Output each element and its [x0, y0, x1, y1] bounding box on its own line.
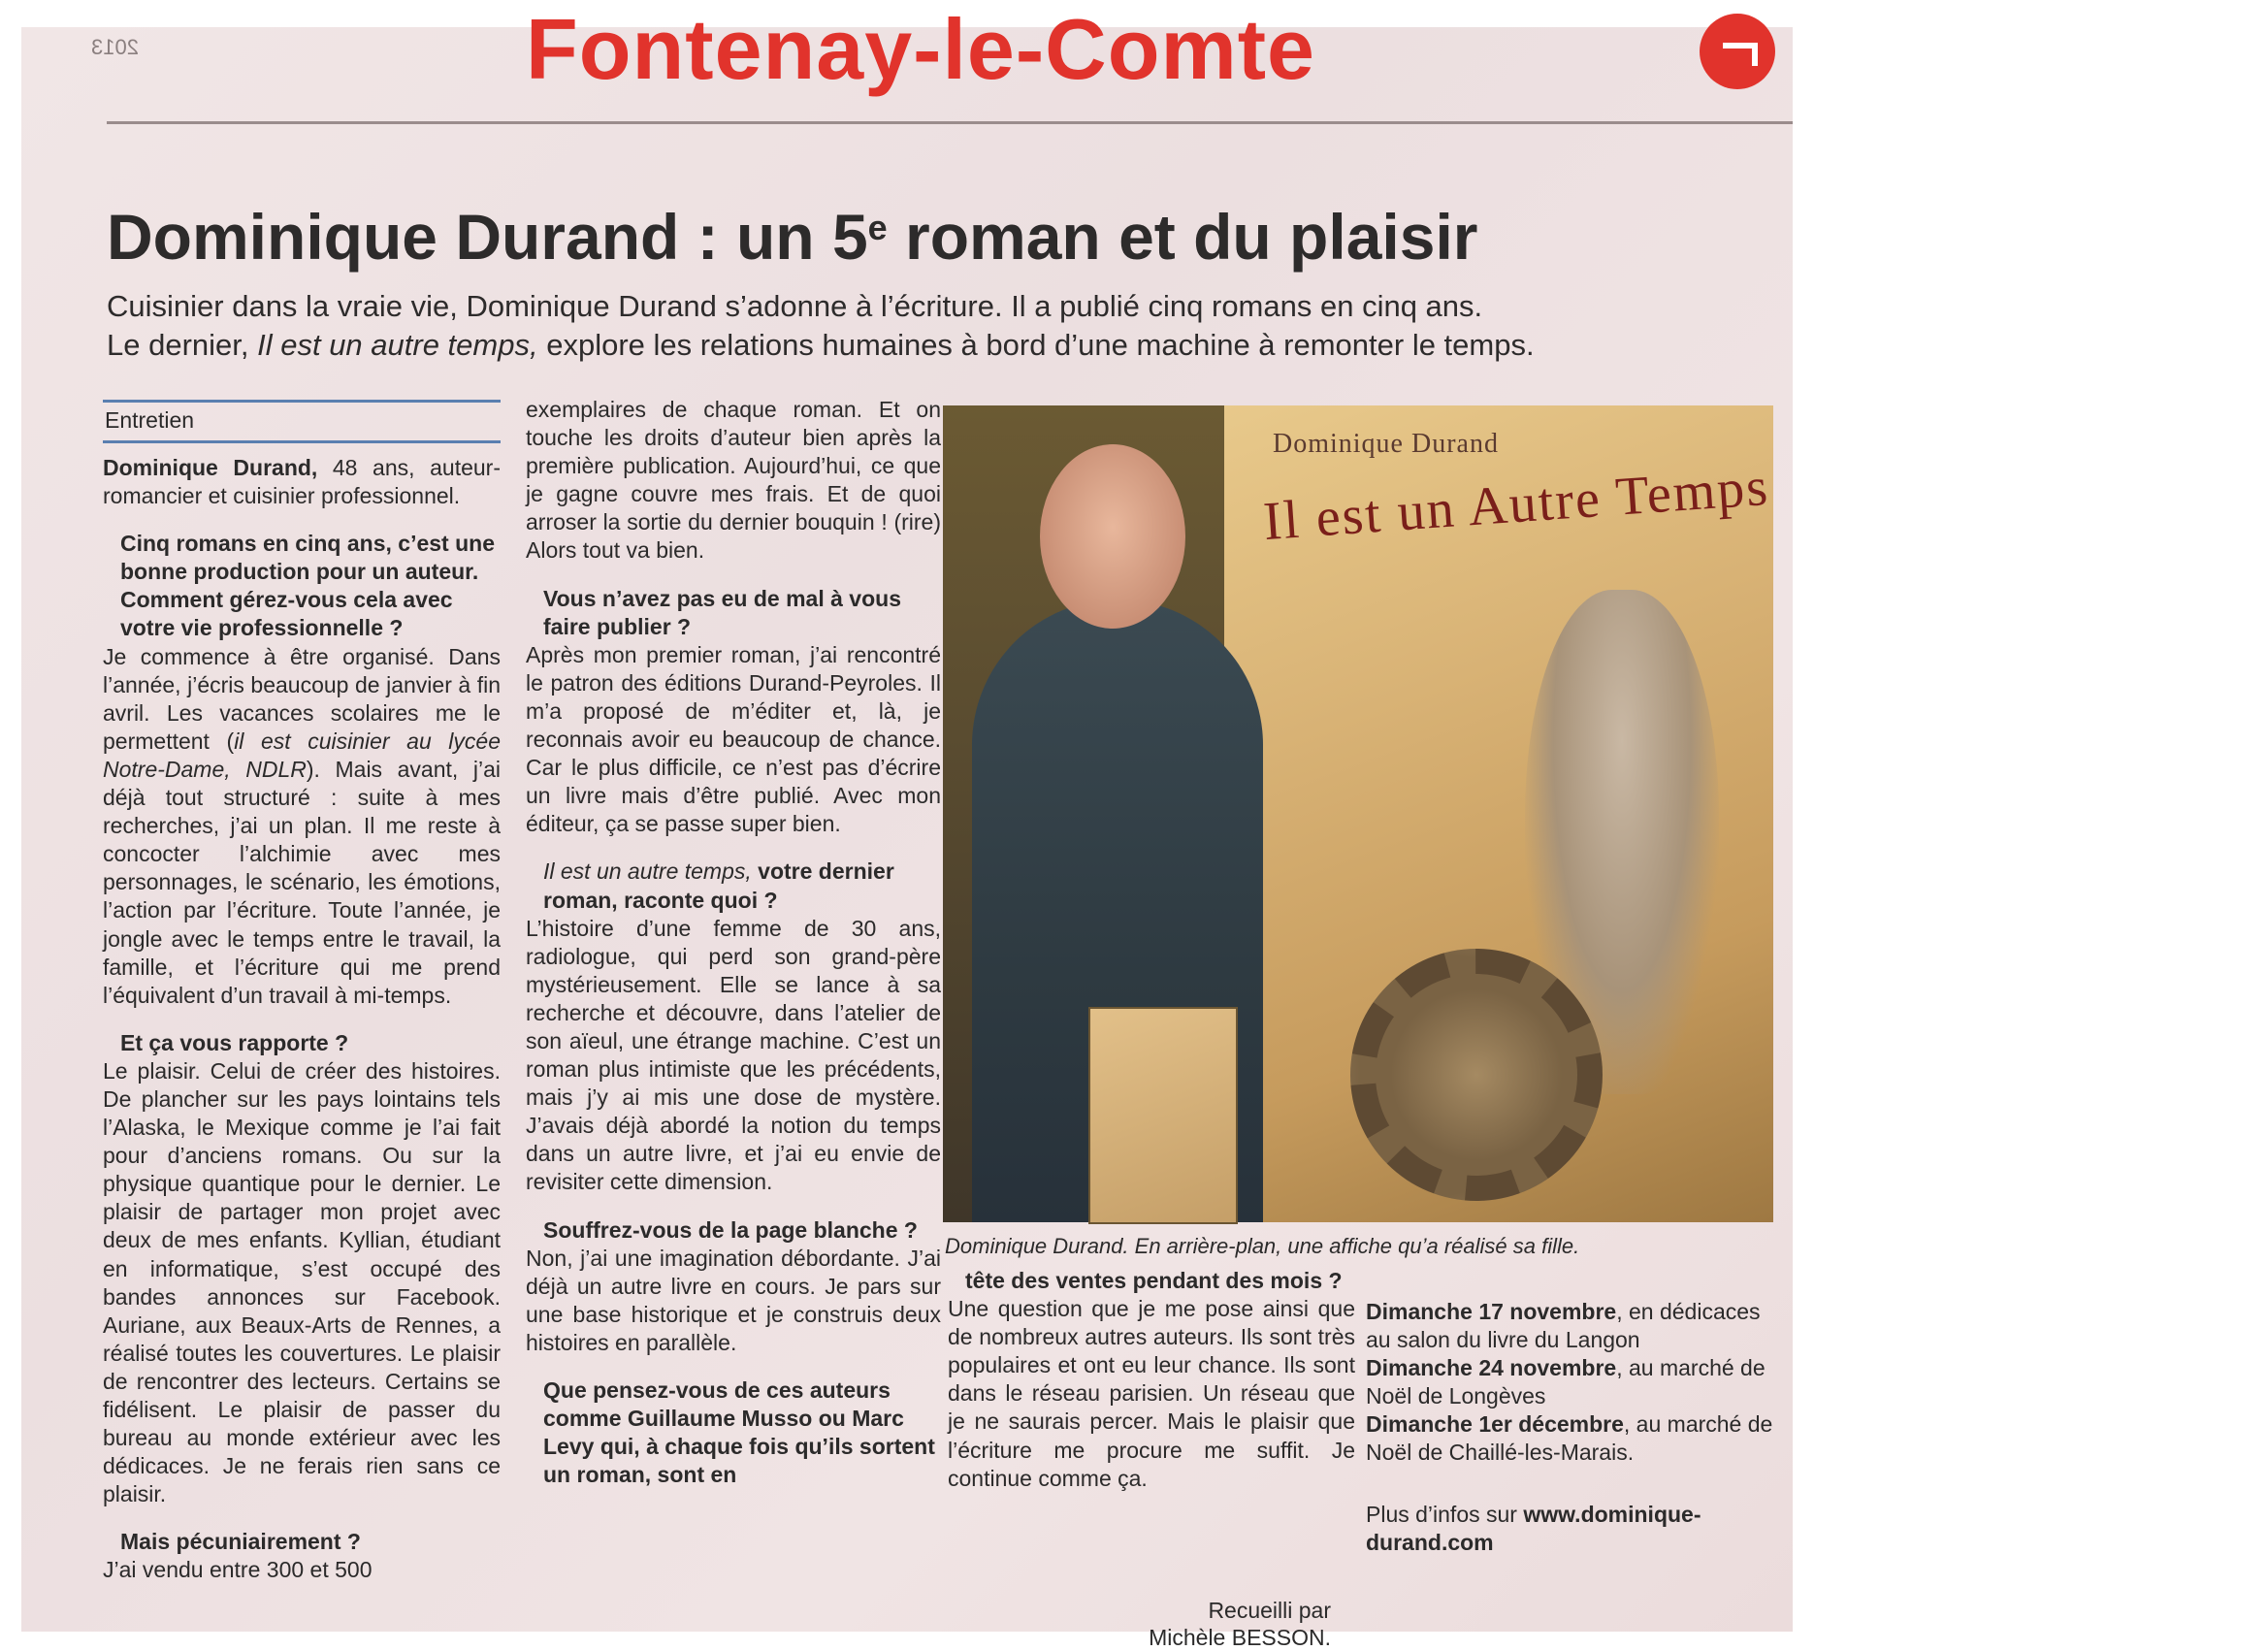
- section-title: Fontenay-le-Comte: [526, 1, 1315, 97]
- article-column-2: [526, 396, 941, 1489]
- answer-3-continued: exemplaires de chaque roman. Et on touche les droits d’auteur bien après la première publication. Aujourd’hui, ce que je gagne couvre mes frais. Et de quoi arroser la sortie du dernier bouquin ! (rire) Alors tout va bien.: [526, 397, 941, 564]
- answer-5: L’histoire d’une femme de 30 ans, radiologue, qui perd son grand-père mystérieusement. Elle se lance à sa recherche et découvre, dans l’atelier de son aïeul, une étrange machine. C’est un roman plus intimiste que les précédents, mais j’y ai mis une dose de mystère. J’avais déjà abordé la notion du temps dans un autre livre, et j’ai eu envie de revisiter cette dimension.: [526, 915, 941, 1195]
- question-6: Souffrez-vous de la page blanche ?: [543, 1216, 918, 1243]
- answer-4: Après mon premier roman, j’ai rencontré le patron des éditions Durand-Peyroles. Il m’a proposé de m’éditer et, là, je reconnais avoir eu beaucoup de chance. Car le plus difficile, ce n’est pas d’écrire un livre mais d’être publié. Avec mon éditeur, ça se passe super bien.: [526, 641, 941, 837]
- question-3: Mais pécuniairement ?: [120, 1529, 361, 1555]
- kicker-rule-bottom: [103, 440, 501, 443]
- intro-paragraph: Dominique Durand, 48 ans, auteur-romancier et cuisinier professionnel.: [103, 455, 501, 509]
- lead-paragraph-line-2: Le dernier, Il est un autre temps, explore les relations humaines à bord d’une machine à remonter le temps.: [107, 328, 1535, 362]
- lead-paragraph-line-1: Cuisinier dans la vraie vie, Dominique Durand s’adonne à l’écriture. Il a publié cinq romans en cinq ans.: [107, 289, 1483, 323]
- kicker-rule-top: [103, 400, 501, 403]
- event-item: Dimanche 24 novembre, au marché de Noël de Longèves: [1366, 1355, 1766, 1409]
- article-column-3: [948, 1267, 1355, 1493]
- question-2: Et ça vous rapporte ?: [120, 1029, 349, 1055]
- events-column: [1366, 1298, 1773, 1557]
- answer-7: Une question que je me pose ainsi que de nombreux autres auteurs. Ils sont très populaires et ont eu leur chance. Ils sont dans le réseau parisien. Un réseau que je ne saurais percer. Mais le plaisir que l’écriture me procure me suffit. Je continue comme ça.: [948, 1296, 1355, 1491]
- question-4: Vous n’avez pas eu de mal à vous faire publier ?: [543, 585, 901, 639]
- held-book: [1088, 1007, 1238, 1224]
- question-7-continued: tête des ventes pendant des mois ?: [965, 1268, 1343, 1293]
- newspaper-clipping: [21, 1, 1793, 1650]
- answer-3-start: J’ai vendu entre 300 et 500: [103, 1557, 373, 1583]
- event-item: Dimanche 1er décembre, au marché de Noël de Chaillé-les-Marais.: [1366, 1411, 1773, 1466]
- kicker-label: Entretien: [105, 407, 195, 433]
- poster-author-name: Dominique Durand: [1273, 429, 1499, 459]
- more-info: Plus d’infos sur www.dominique-durand.com: [1366, 1501, 1701, 1555]
- answer-6: Non, j’ai une imagination débordante. J’ai déjà un autre livre en cours. Je pars sur une base historique et je construis deux histoires en parallèle.: [526, 1245, 941, 1355]
- question-7-start: Que pensez-vous de ces auteurs comme Guillaume Musso ou Marc Levy qui, à chaque fois qu’ils sortent un roman, sont en: [543, 1377, 935, 1488]
- photo-caption: Dominique Durand. En arrière-plan, une affiche qu’a réalisé sa fille.: [945, 1234, 1580, 1258]
- website-link[interactable]: www.dominique-durand.com: [1366, 1501, 1701, 1555]
- mirrored-year-text: 2013: [91, 35, 139, 59]
- answer-2: Le plaisir. Celui de créer des histoires. De plancher sur les pays lointains tels l’Alaska, le Mexique comme je l’ai fait pour d’anciens romans. Ou sur la physique quantique pour le dernier. Le plaisir de partager mon projet avec deux de mes enfants. Kyllian, étudiant en informatique, s’est occupé des bandes annonces sur Facebook. Auriane, aux Beaux-Arts de Rennes, a réalisé toutes les couvertures. Le plaisir de rencontrer des lecteurs. Certains se fidélisent. Le plaisir de passer du bureau au monde extérieur avec les dédicaces. Je ne ferais rien sans ce plaisir.: [103, 1057, 501, 1507]
- article-headline: Dominique Durand : un 5e roman et du plaisir: [107, 201, 1478, 273]
- poster-title: Il est un Autre Temps: [1261, 456, 1771, 553]
- author-head: [1040, 444, 1185, 629]
- event-item: Dimanche 17 novembre, en dédicaces au salon du livre du Langon: [1366, 1299, 1761, 1353]
- gear-icon: [1350, 949, 1603, 1201]
- question-5: Il est un autre temps, votre dernier roman, raconte quoi ?: [543, 858, 894, 913]
- author-photo: [943, 405, 1773, 1222]
- question-1: Cinq romans en cinq ans, c’est une bonne production pour un auteur. Comment gérez-vous cela avec votre vie professionnelle ?: [120, 531, 495, 641]
- header-divider: [107, 121, 1793, 124]
- byline: Recueilli par Michèle BESSON.: [1149, 1598, 1331, 1650]
- answer-1: Je commence à être organisé. Dans l’année, j’écris beaucoup de janvier à fin avril. Les vacances scolaires me le permettent (il est cuisinier au lycée Notre-Dame, NDLR). Mais avant, j’ai déjà tout structuré : suite à mes recherches, j’ai un plan. Il me reste à concocter l’alchimie avec mes personnages, le scénario, les émotions, l’action par l’écriture. Toute l’année, je jongle avec le temps entre le travail, la famille, et l’écriture qui me prend l’équivalent d’un travail à mi-temps.: [103, 643, 502, 1008]
- article-column-1: [103, 454, 501, 1585]
- newspaper-logo-icon: [1700, 14, 1775, 89]
